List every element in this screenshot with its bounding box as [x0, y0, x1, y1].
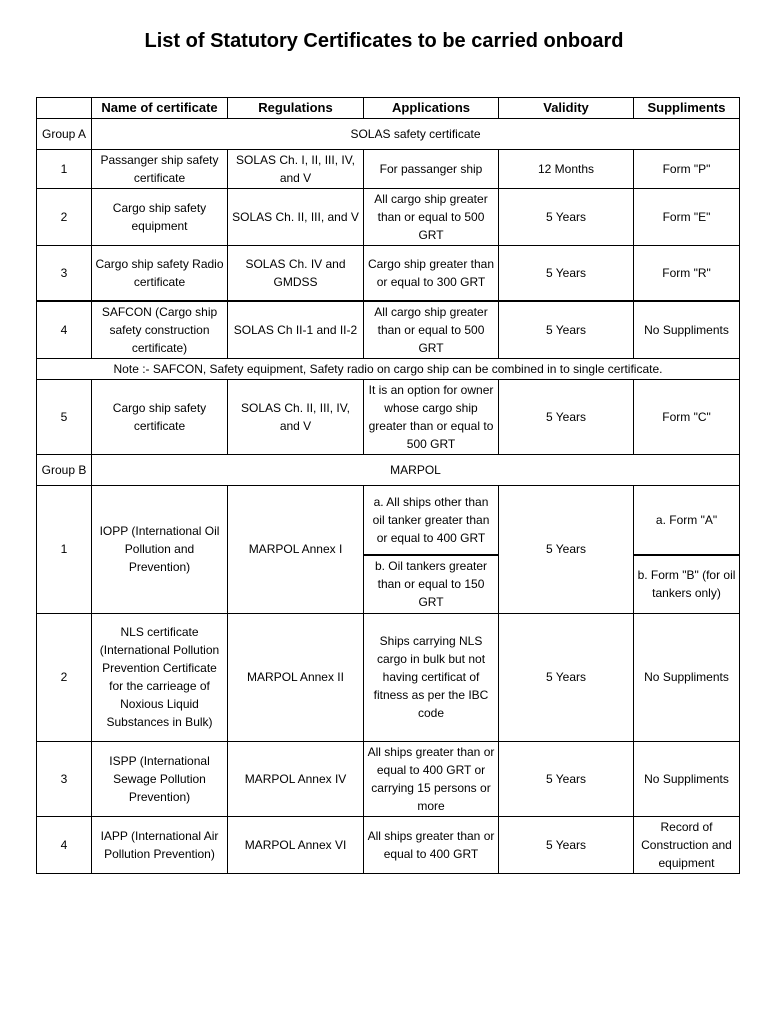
group-a-label: Group A	[37, 119, 92, 150]
table-row	[37, 741, 740, 816]
row-no: 4	[37, 816, 92, 873]
validity: 5 Years	[499, 301, 634, 359]
header-supplements: Suppliments	[634, 98, 740, 119]
group-b-row	[37, 454, 740, 485]
validity: 5 Years	[499, 379, 634, 454]
validity: 5 Years	[499, 613, 634, 741]
supplements: Form "C"	[634, 379, 740, 454]
table-row	[37, 613, 740, 741]
validity: 12 Months	[499, 150, 634, 189]
supplements-a: a. Form "A"	[634, 485, 740, 555]
certificate-name: Cargo ship safety certificate	[92, 379, 228, 454]
validity: 5 Years	[499, 485, 634, 613]
supplements: No Suppliments	[634, 613, 740, 741]
table-row	[37, 379, 740, 454]
row-no: 4	[37, 301, 92, 359]
certificate-name: Passanger ship safety certificate	[92, 150, 228, 189]
table-row	[37, 485, 740, 555]
validity: 5 Years	[499, 246, 634, 301]
header-validity: Validity	[499, 98, 634, 119]
certificate-name: IOPP (International Oil Pollution and Prevention)	[92, 485, 228, 613]
validity: 5 Years	[499, 741, 634, 816]
supplements: Form "E"	[634, 189, 740, 246]
table-row	[37, 816, 740, 873]
regulations: MARPOL Annex I	[228, 485, 364, 613]
regulations: SOLAS Ch. I, II, III, IV, and V	[228, 150, 364, 189]
row-no: 1	[37, 150, 92, 189]
regulations: SOLAS Ch. II, III, IV, and V	[228, 379, 364, 454]
applications: All ships greater than or equal to 400 GRT	[364, 816, 499, 873]
applications: All cargo ship greater than or equal to 500 GRT	[364, 301, 499, 359]
regulations: SOLAS Ch. II, III, and V	[228, 189, 364, 246]
group-b-label: Group B	[37, 454, 92, 485]
regulations: SOLAS Ch. IV and GMDSS	[228, 246, 364, 301]
regulations: MARPOL Annex VI	[228, 816, 364, 873]
regulations: MARPOL Annex II	[228, 613, 364, 741]
applications: All ships greater than or equal to 400 GRT or carrying 15 persons or more	[364, 741, 499, 816]
row-no: 5	[37, 379, 92, 454]
group-a-title: SOLAS safety certificate	[92, 119, 740, 150]
note-row	[37, 358, 740, 379]
supplements-b: b. Form "B" (for oil tankers only)	[634, 555, 740, 613]
regulations: MARPOL Annex IV	[228, 741, 364, 816]
certificate-name: Cargo ship safety Radio certificate	[92, 246, 228, 301]
applications: Ships carrying NLS cargo in bulk but not having certificat of fitness as per the IBC code	[364, 613, 499, 741]
group-b-title: MARPOL	[92, 454, 740, 485]
applications: It is an option for owner whose cargo ship greater than or equal to 500 GRT	[364, 379, 499, 454]
page-title: List of Statutory Certificates to be carried onboard	[144, 30, 624, 52]
row-no: 3	[37, 741, 92, 816]
row-no: 3	[37, 246, 92, 301]
row-no: 2	[37, 613, 92, 741]
supplements: Form "R"	[634, 246, 740, 301]
header-name: Name of certificate	[92, 98, 228, 119]
header-applications: Applications	[364, 98, 499, 119]
supplements: Record of Construction and equipment	[634, 816, 740, 873]
row-no: 2	[37, 189, 92, 246]
applications: For passanger ship	[364, 150, 499, 189]
table-row	[37, 301, 740, 359]
table-row	[37, 150, 740, 189]
certificate-name: ISPP (International Sewage Pollution Prevention)	[92, 741, 228, 816]
applications: All cargo ship greater than or equal to 500 GRT	[364, 189, 499, 246]
header-regulations: Regulations	[228, 98, 364, 119]
validity: 5 Years	[499, 816, 634, 873]
applications: Cargo ship greater than or equal to 300 GRT	[364, 246, 499, 301]
supplements: Form "P"	[634, 150, 740, 189]
certificate-name: SAFCON (Cargo ship safety construction certificate)	[92, 301, 228, 359]
supplements: No Suppliments	[634, 741, 740, 816]
validity: 5 Years	[499, 189, 634, 246]
table-row	[37, 189, 740, 246]
row-no: 1	[37, 485, 92, 613]
group-a-row	[37, 119, 740, 150]
header-no	[37, 98, 92, 119]
certificate-name: Cargo ship safety equipment	[92, 189, 228, 246]
regulations: SOLAS Ch II-1 and II-2	[228, 301, 364, 359]
header-row	[37, 98, 740, 119]
applications-a: a. All ships other than oil tanker greater than or equal to 400 GRT	[364, 485, 499, 555]
certificates-table	[36, 97, 740, 874]
note-text: Note :- SAFCON, Safety equipment, Safety radio on cargo ship can be combined in to single certificate.	[37, 358, 740, 379]
certificate-name: NLS certificate (International Pollution Prevention Certificate for the carrieage of Noxious Liquid Substances in Bulk)	[92, 613, 228, 741]
applications-b: b. Oil tankers greater than or equal to 150 GRT	[364, 555, 499, 613]
table-row	[37, 246, 740, 301]
supplements: No Suppliments	[634, 301, 740, 359]
certificate-name: IAPP (International Air Pollution Prevention)	[92, 816, 228, 873]
